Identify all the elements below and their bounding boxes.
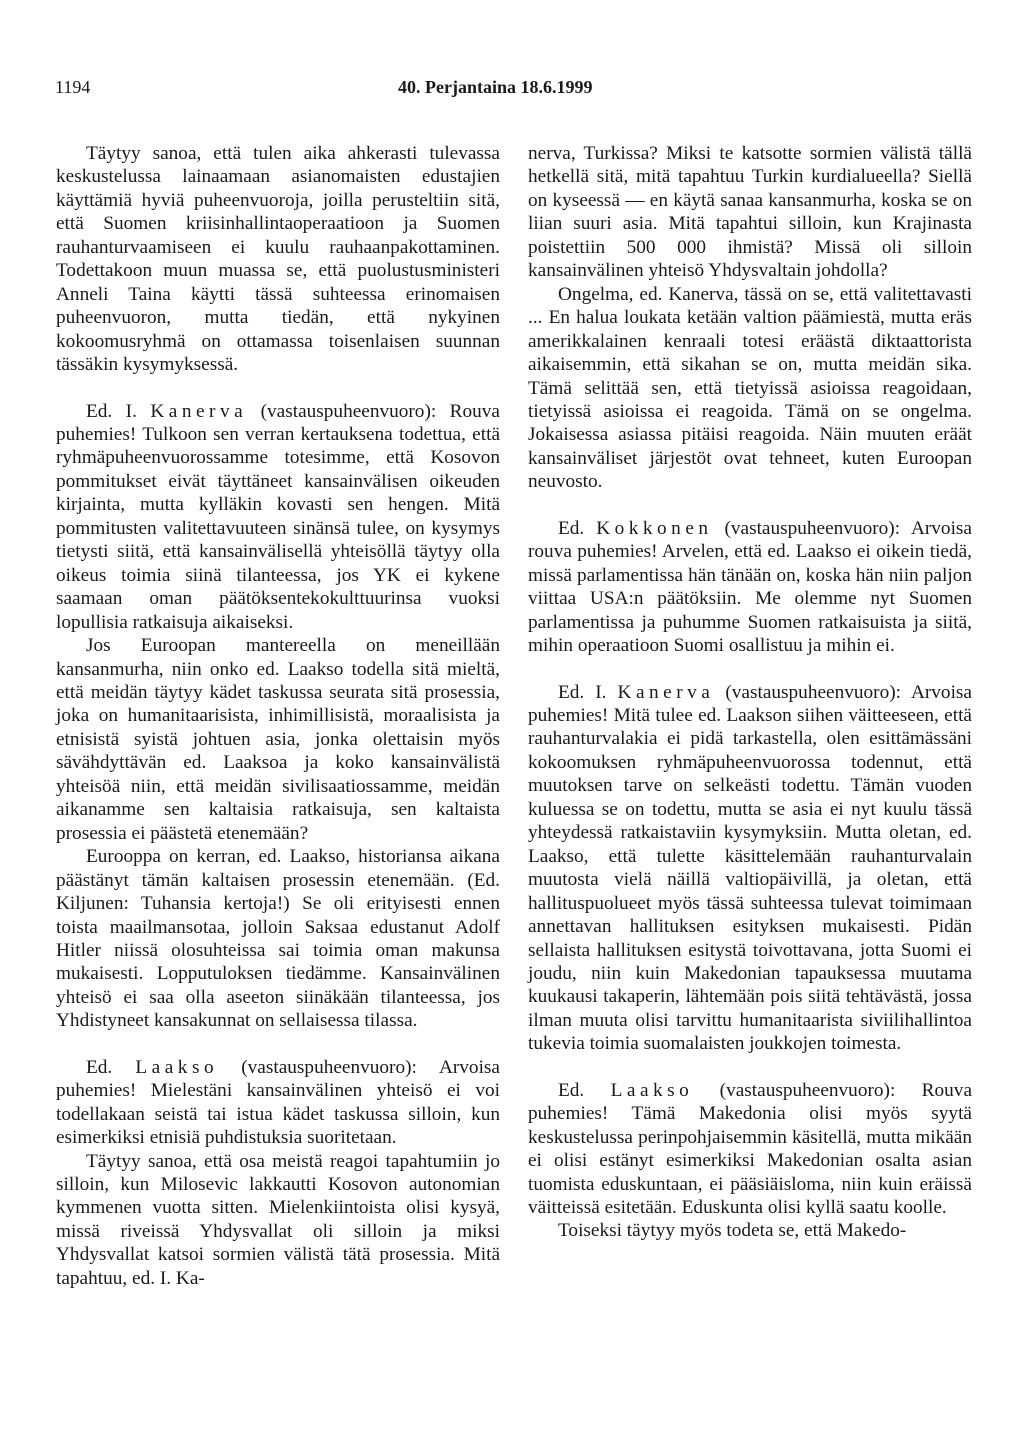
speaker-name: Kanerva (617, 681, 715, 703)
speaker-name: Kokkonen (596, 517, 713, 539)
speaker-name: Laakso (610, 1079, 694, 1101)
speech-kanerva-2 (528, 681, 972, 1056)
paragraph: Toiseksi täytyy myös todeta se, että Makedo- (558, 1220, 907, 1242)
speech-kokkonen (528, 517, 972, 658)
paragraph: Täytyy sanoa, että tulen aika ahkerasti tulevassa keskustelussa lainaamaan asianomaisten edustajien käyttämiä hyviä puheenvuoroja, joilla perusteltiin sitä, että Suomen kriisinhallintaoperaatioon ja Suomen rauhanturvaamiseen ei kuulu rauhaanpakottaminen. Todettakoon muun muassa se, että puolustusministeri Anneli Taina käytti tässä suhteessa erinomaisen puheenvuoron, mutta tiedän, että nykyinen kokoomusryhmä on ottamassa toisenlaisen suunnan tässäkin kysymyksessä. (56, 143, 500, 376)
speaker-name: Kanerva (150, 400, 248, 422)
speech-text: (vastauspuheenvuoro): Rouva puhemies! Tämä Makedonia olisi myös syytä keskustelussa perinpohjaisemmin käsitellä, mutta mikään ei olisi estänyt esimerkiksi Makedonian osalta asian tuomista eduskuntaan, ei pääsiäisloma, niin kuin eräissä väitteissä esitetään. Eduskunta olisi kyllä saatu koolle. (528, 1079, 972, 1219)
paragraph: Ongelma, ed. Kanerva, tässä on se, että valitettavasti ... En halua loukata ketään valtion päämiestä, mutta eräs amerikkalainen kenraali totesi eräästä diktaattorista aikaisemmin, että sikahan se on, mutta meidän sika. Tämä selittää sen, että tietyissä asioissa reagoidaan, tietyissä asioissa ei reagoida. Tämä on se ongelma. Jokaisessa asiassa pitäisi reagoida. Näin muuten eräät kansainväliset järjestöt ovat tehneet, kuten Euroopan neuvosto. (528, 283, 972, 493)
running-head: 40. Perjantaina 18.6.1999 (398, 77, 593, 97)
speech-text: (vastauspuheenvuoro): Arvoisa rouva puhemies! Arvelen, että ed. Laakso ei oikein tiedä, missä parlamentissa hän tänään on, koska hän niin paljon viittaa USA:n päätöksiin. Me olemme nyt Suomen parlamentissa ja puhumme Suomen ratkaisuista ja siitä, mihin operaatioon Suomi osallistuu ja mihin ei. (528, 517, 972, 657)
paragraph: Täytyy sanoa, että osa meistä reagoi tapahtumiin jo silloin, kun Milosevic lakkautti Kosovon autonomian kymmenen vuotta sitten. Mielenkiintoista olisi kysyä, missä riveissä Yhdysvallat oli silloin ja miksi Yhdysvallat katsoi sormien välistä tätä prosessia. Mitä tapahtuu, ed. I. Ka- (56, 1150, 500, 1289)
paragraph: Eurooppa on kerran, ed. Laakso, historiansa aikana päästänyt tämän kaltaisen prosessin etenemään. (Ed. Kiljunen: Tuhansia kertoja!) Se oli erityisesti ennen toista maailmansotaa, jolloin Saksaa edustanut Adolf Hitler niissä olosuhteissa sai toimia oman makunsa mukaisesti. Lopputuloksen tiedämme. Kansainvälinen yhteisö ei saa olla aseeton siinäkään tilanteessa, jos Yhdistyneet kansakunnat on sellaisessa tilassa. (56, 846, 500, 1032)
page-number: 1194 (55, 77, 91, 97)
speech-text: (vastauspuheenvuoro): Arvoisa puhemies! Mielestäni kansainvälinen yhteisö ei voi todellakaan seistä tai istua kädet taskussa silloin, kun esimerkiksi etnisiä puhdistuksia suoritetaan. (56, 1056, 500, 1149)
speech-kanerva-1 (56, 400, 500, 635)
left-column (56, 142, 500, 1290)
paragraph: Jos Euroopan mantereella on meneillään kansanmurha, niin onko ed. Laakso todella sitä mieltä, että meidän täytyy kädet taskussa seurata sitä prosessia, joka on humanitaarisista, inhimillisistä, moraalisista ja etnisistä syistä johtuen asia, jonka olettaisin myös sävähdyttävän ed. Laaksoa ja koko kansainvälistä yhteisöä niin, että meidän sivilisaatiossamme, meidän aikanamme sen kaltaisia ratkaisuja, sen kaltaista prosessia ei päästetä etenemään? (56, 635, 500, 844)
speaker-prefix: Ed. (558, 517, 585, 539)
right-column (528, 142, 972, 1243)
paragraph-continued: nerva, Turkissa? Miksi te katsotte sormien välistä tällä hetkellä sitä, mitä tapahtuu Turkin kurdialueella? Siellä on kyseessä — en käytä sanaa kansanmurha, koska se on liian suuri asia. Mitä tapahtui silloin, kun Krajinasta poistettiin 500 000 ihmistä? Missä oli silloin kansainvälinen yhteisö Yhdysvaltain johdolla? (528, 143, 972, 282)
speech-laakso-1 (56, 1056, 500, 1150)
speaker-prefix: Ed. (558, 1079, 585, 1101)
speaker-name: Laakso (135, 1056, 219, 1078)
speaker-prefix: Ed. (86, 1056, 113, 1078)
speaker-prefix: Ed. I. (86, 400, 137, 422)
speech-laakso-2 (528, 1079, 972, 1220)
speaker-prefix: Ed. I. (558, 681, 607, 703)
speech-text: (vastauspuheenvuoro): Rouva puhemies! Tulkoon sen verran kertauksena todettua, että ryhmäpuheenvuorossamme totesimme, että Kosovon pommitukset eivät täyttäneet kansainvälisen oikeuden kirjainta, mutta kylläkin kovasti sen hengen. Mitä pommitusten valitettavuuteen sinänsä tulee, on kysymys tietysti siitä, että kansainvälisellä yhteisöllä täytyy olla oikeus toimia siinä tilanteessa, jos YK ei kykene saamaan oman päätöksentekokulttuurinsa vuoksi lopullisia ratkaisuja aikaiseksi. (56, 400, 500, 633)
speech-text: (vastauspuheenvuoro): Arvoisa puhemies! Mitä tulee ed. Laakson siihen väitteeseen, että rauhanturvalakia ei pidä tarkastella, olen esittämässäni kokoomuksen ryhmäpuheenvuorossa todennut, että muutoksen tarve on selkeästi todettu. Tämän vuoden kuluessa se on todettu, mutta se asia ei nyt kuulu tässä yhteydessä ratkaistaviin kysymyksiin. Mutta oletan, ed. Laakso, että tulette käsittelemään rauhanturvalain muutosta vielä näillä valtiopäivillä, ja oletan, että hallituspuolueet myös tässä suhteessa tulevat toimimaan annettavan hallituksen esityksen mukaisesti. Pidän sellaista hallituksen esitystä toivottavana, jotta Suomi ei joudu, niin kuin Makedonian tapauksessa muutama kuukausi takaperin, lähtemään pois siitä tehtävästä, jossa ilman muuta olisi tarvittu humanitaarista siviilihallintoa tukevia toimia suomalaisten joukkojen toimesta. (528, 681, 972, 1055)
